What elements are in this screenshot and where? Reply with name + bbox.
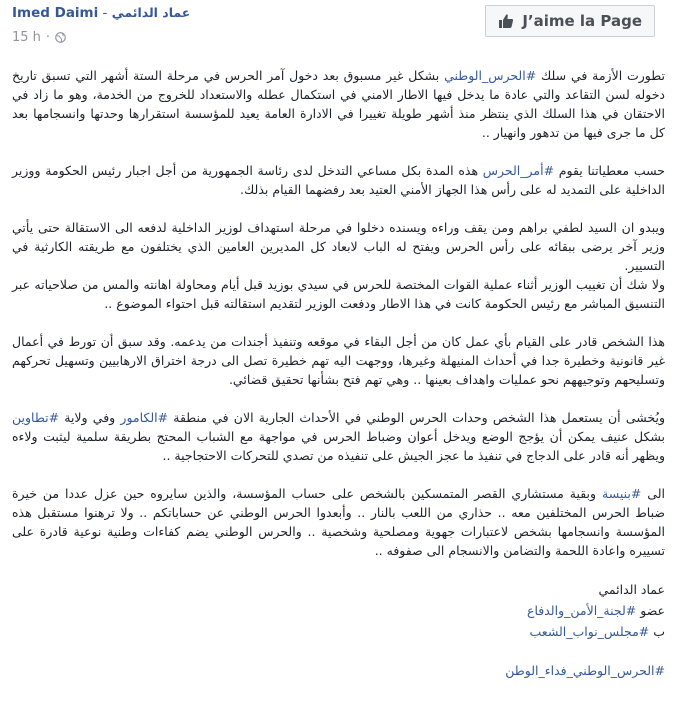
post-author[interactable] xyxy=(12,5,190,21)
meta-separator: · xyxy=(45,30,51,45)
author-name-arabic[interactable]: عماد الدائمي xyxy=(111,5,191,20)
hashtag-link[interactable]: #لجنة_الأمن_والدفاع xyxy=(527,603,637,618)
text-run: هذا الشخص قادر على القيام بأي عمل كان من أجل البقاء في موقعه وتنفيذ أجندات من يدعمه. وقد سبق أن تورط في أعمال غير قانونية وخطيرة جدا في أحداث المنيهلة وغيرها، ووجهت اليه تهم خطيرة تصل الى درجة اختراق الارهابيين وتسهيل تحركهم وتسليحهم وتوجيههم نحو عمليات واهداف بعينها .. وهي تهم فتح بشأنها تحقيق قضائي. xyxy=(12,334,665,387)
text-run: هذه المدة بكل مساعي التدخل لدى رئاسة الجمهورية من أجل اجبار رئيس الحكومة ووزير الداخلية على التمديد له على رأس هذا الجهاز الأمني العتيد بعد رفضهما القيام بذلك. xyxy=(12,163,665,197)
post-paragraph xyxy=(12,484,665,560)
thumb-up-icon xyxy=(498,13,514,29)
hashtag-link[interactable]: #الحرس_الوطني xyxy=(444,68,537,83)
text-run: عضو xyxy=(636,603,665,618)
post-header xyxy=(0,0,675,60)
like-page-button[interactable] xyxy=(485,5,655,37)
post-text xyxy=(12,66,665,681)
hashtag-link[interactable]: #الحرس_الوطني_فداء_الوطن xyxy=(505,663,665,678)
globe-icon[interactable] xyxy=(55,32,66,43)
text-run: ويُخشى أن يستعمل هذا الشخص وحدات الحرس الوطني في الأحداث الجارية الان في منطقة xyxy=(168,410,665,425)
author-separator: - xyxy=(102,5,108,21)
text-run: بشكل عنيف يمكن أن يؤجج الوضع ويدخل أعوان وضباط الحرس في مواجهة مع الشباب المحتج بطريقة سلمية ليثبت ولاءه ويظهر أنه قادر على الدجاج في تنفيذ ما عجز الجيش على تنفيذه من تصدي للتحركات الاحتجاجية .. xyxy=(12,429,665,463)
post-paragraph xyxy=(12,161,665,199)
text-run: الى xyxy=(641,486,665,501)
hashtag-link[interactable]: #بنيسة xyxy=(602,486,642,501)
hashtag-link[interactable]: #أمر_الحرس xyxy=(482,163,555,178)
text-run: ولا شك أن تغييب الوزير أثناء عملية القوات المختصة للحرس في سيدي بوزيد قبل أيام ومحاولة اهانته والمس من صلاحياته عبر التنسيق المباشر مع رئيس الحكومة كانت في هذا الاطار ودفعت الوزير لتقديم استقالته قبل احتواء الموضوع .. xyxy=(12,277,665,311)
text-run: ويبدو ان السيد لطفي براهم ومن يقف وراءه ويسنده دخلوا في مرحلة استهداف لوزير الداخلية لدفعه الى الاستقالة حتى يأتي وزير آخر يرضى ببقائه على رأس الحرس ويفتح له الباب لابعاد كل المديرين العامين الذي يختلفون مع طريقته الكارثية في التسيير. xyxy=(12,220,665,273)
text-run: حسب معطياتنا يقوم xyxy=(554,163,665,178)
post-timestamp[interactable]: 15 h xyxy=(12,30,41,45)
signature-role xyxy=(12,600,665,621)
signature-name: عماد الدائمي xyxy=(598,582,665,597)
hashtag-link[interactable]: #تطاوين xyxy=(12,410,60,425)
text-run: وبقية مستشاري القصر المتمسكين بالشخص على حساب المؤسسة، والذين سايروه حين عزل عددا من خيرة ضباط الحرس المختلفين معه .. حذاري من اللعب بالنار .. وأبعدوا الحرس الوطني عن حساباتكم .. ولا ترهنوا مستقبل هذه المؤسسة وانسجامها بشخص لاعتبارات جهوية ومصلحية وشخصية .. والحرس الوطني يضم كفاءات وطنية نوعية قادرة على تسييره واعادة اللحمة والتضامن والانسجام الى صفوفه .. xyxy=(12,486,665,558)
post-paragraph xyxy=(12,218,665,313)
text-run: ب xyxy=(649,624,665,639)
like-button-label: J’aime la Page xyxy=(522,12,642,30)
hashtag-link[interactable]: #مجلس_نواب_الشعب xyxy=(529,624,650,639)
post-paragraph xyxy=(12,66,665,142)
signature-hashtag xyxy=(12,660,665,681)
text-run: تطورت الأزمة في سلك xyxy=(536,68,665,83)
signature-institution xyxy=(12,621,665,642)
text-run: بشكل غير مسبوق بعد دخول آمر الحرس في مرحلة الستة أشهر التي تسبق تاريخ دخوله لسن التقاعد والتي عادة ما يدخل فيها الاطار الامني في استكمال عطله والاستعداد للخروج من الخدمة، وهو ما زاد في الاحتقان في هذا السلك الذي ينتظر منذ أشهر طويلة تغييرا في الادارة العامة يعيد للمؤسسة استقرارها وحدتها وانسجامها بعد كل ما جرى فيها من تدهور وانهيار .. xyxy=(12,68,665,140)
author-name-latin[interactable]: Imed Daimi xyxy=(12,5,99,21)
post-paragraph xyxy=(12,408,665,465)
text-run: وفي ولاية xyxy=(59,410,121,425)
hashtag-link[interactable]: #الكامور xyxy=(120,410,169,425)
post-paragraph xyxy=(12,332,665,389)
post-meta xyxy=(12,30,66,45)
